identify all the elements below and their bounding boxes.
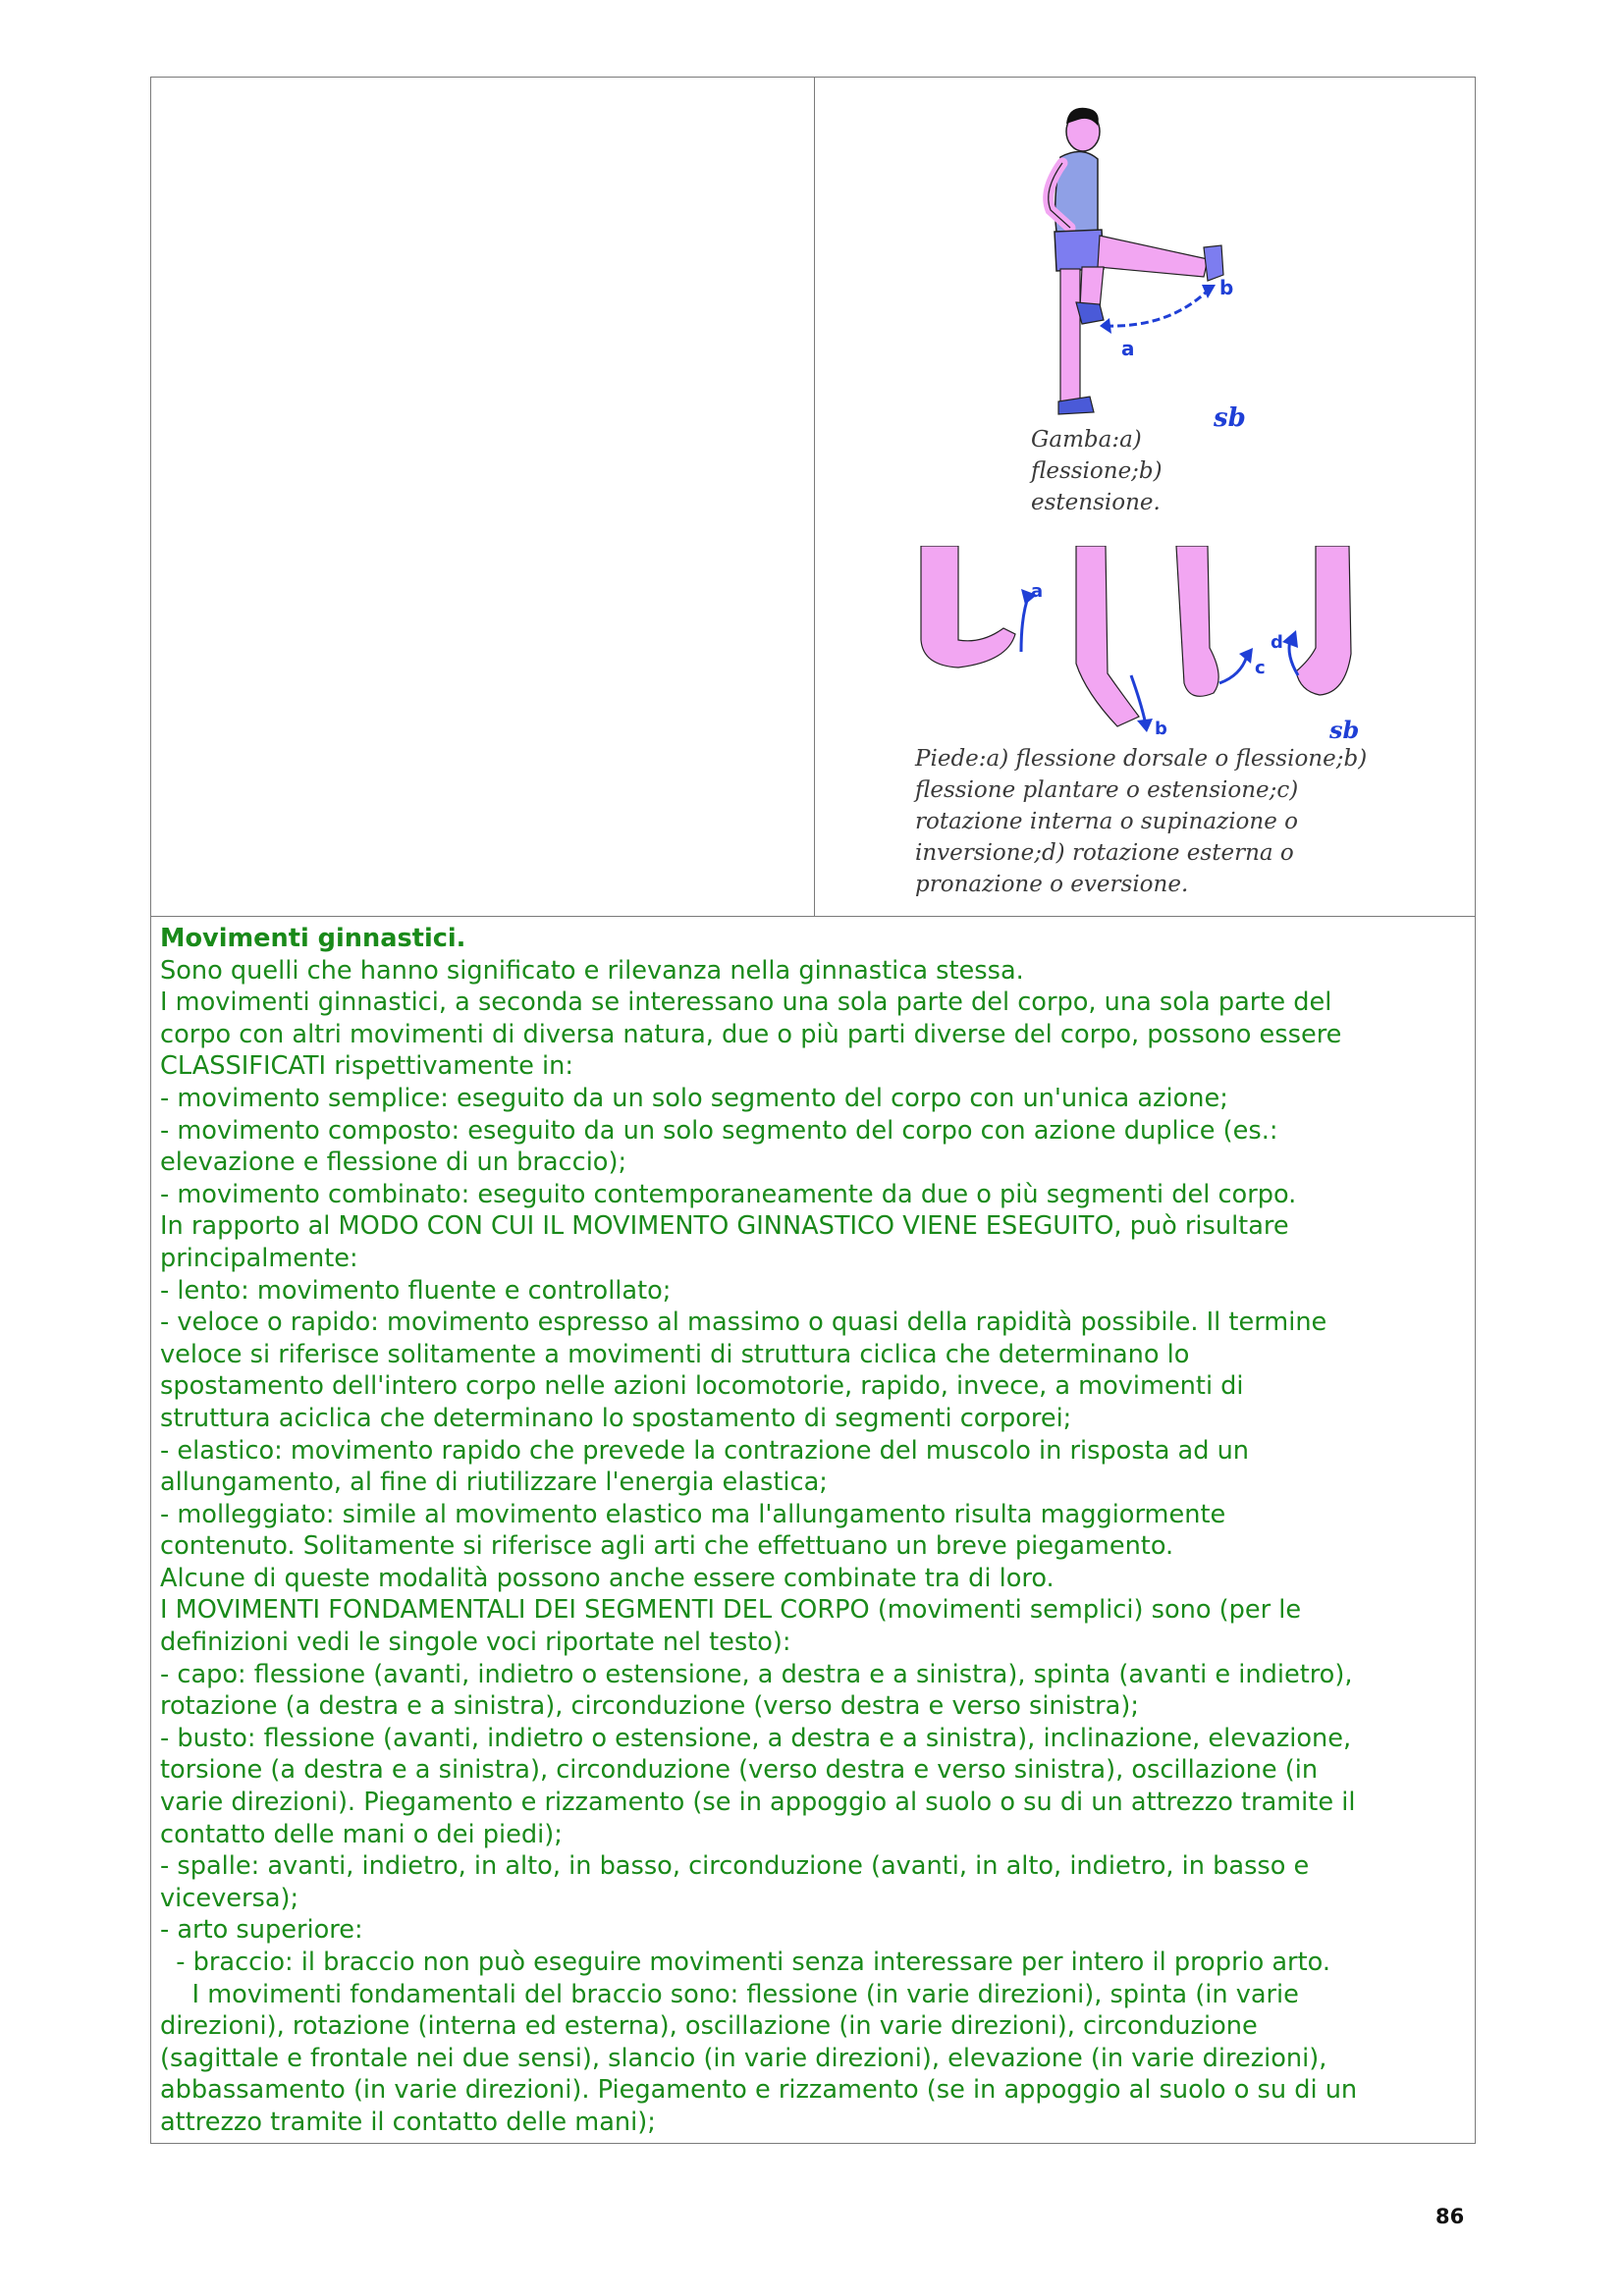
- text-line: elevazione e flessione di un braccio);: [160, 1148, 627, 1178]
- leg-label-a: a: [1121, 337, 1135, 360]
- text-line: rotazione (a destra e a sinistra), circonduzione (verso destra e verso sinistra);: [160, 1691, 1139, 1722]
- foot-caption-line-1: Piede:a) flessione dorsale o flessione;b): [915, 746, 1368, 772]
- text-line: I MOVIMENTI FONDAMENTALI DEI SEGMENTI DEL CORPO (movimenti semplici) sono (per le: [160, 1595, 1302, 1626]
- empty-cell: [151, 78, 815, 916]
- text-line: In rapporto al MODO CON CUI IL MOVIMENTO GINNASTICO VIENE ESEGUITO, può risultare: [160, 1211, 1289, 1242]
- body-lines: [160, 955, 1471, 2139]
- leg-caption-line-1: Gamba:a): [1031, 427, 1142, 453]
- foot-signature: sb: [1329, 716, 1360, 744]
- text-line: contatto delle mani o dei piedi);: [160, 1819, 563, 1849]
- text-line: I movimenti ginnastici, a seconda se interessano una sola parte del corpo, una sola parte del: [160, 988, 1332, 1018]
- text-line: corpo con altri movimenti di diversa natura, due o più parti diverse del corpo, possono essere: [160, 1019, 1342, 1049]
- text-line: - veloce o rapido: movimento espresso al massimo o quasi della rapidità possibile. Il termine: [160, 1308, 1327, 1338]
- text-line: - busto: flessione (avanti, indietro o estensione, a destra e a sinistra), inclinazione, elevazione,: [160, 1723, 1352, 1753]
- text-line: direzioni), rotazione (interna ed esterna), oscillazione (in varie direzioni), circonduzione: [160, 2011, 1258, 2042]
- foot-caption-line-4: inversione;d) rotazione esterna o: [915, 840, 1294, 866]
- text-line: viceversa);: [160, 1883, 299, 1913]
- text-line: - movimento composto: eseguito da un solo segmento del corpo con azione duplice (es.:: [160, 1115, 1278, 1146]
- leg-caption-line-2: flessione;b): [1031, 458, 1163, 484]
- foot-label-b: b: [1155, 719, 1167, 739]
- foot-movement-figure: [913, 546, 1371, 746]
- leg-signature: sb: [1214, 403, 1246, 432]
- foot-caption-line-3: rotazione interna o supinazione o: [915, 809, 1298, 834]
- text-line: - molleggiato: simile al movimento elastico ma l'allungamento risulta maggiormente: [160, 1499, 1226, 1529]
- text-line: - arto superiore:: [160, 1915, 363, 1946]
- text-line: definizioni vedi le singole voci riportate nel testo):: [160, 1628, 791, 1658]
- text-line: spostamento dell'intero corpo nelle azioni locomotorie, rapido, invece, a movimenti di: [160, 1371, 1244, 1402]
- leg-movement-figure: [1021, 102, 1267, 432]
- text-line: attrezzo tramite il contatto delle mani);: [160, 2107, 656, 2137]
- foot-caption-line-5: pronazione o eversione.: [915, 872, 1189, 897]
- foot-caption: [915, 743, 1396, 900]
- text-line: struttura aciclica che determinano lo spostamento di segmenti corporei;: [160, 1403, 1072, 1433]
- section-heading: Movimenti ginnastici.: [160, 924, 466, 953]
- foot-label-a: a: [1031, 581, 1044, 602]
- text-line: I movimenti fondamentali del braccio sono: flessione (in varie direzioni), spinta (in varie: [160, 1979, 1299, 2009]
- text-line: - braccio: il braccio non può eseguire movimenti senza interessare per intero il proprio arto.: [160, 1948, 1330, 1977]
- text-line: Sono quelli che hanno significato e rilevanza nella ginnastica stessa.: [160, 955, 1024, 986]
- text-line: principalmente:: [160, 1243, 358, 1273]
- text-line: - spalle: avanti, indietro, in alto, in basso, circonduzione (avanti, in alto, indietro, in basso e: [160, 1851, 1310, 1882]
- foot-label-d: d: [1271, 632, 1283, 653]
- leg-caption-line-3: estensione.: [1031, 490, 1161, 515]
- text-line: CLASSIFICATI rispettivamente in:: [160, 1051, 573, 1082]
- text-line: - movimento combinato: eseguito contemporaneamente da due o più segmenti del corpo.: [160, 1179, 1297, 1209]
- text-line: veloce si riferisce solitamente a movimenti di struttura ciclica che determinano lo: [160, 1339, 1190, 1369]
- text-line: torsione (a destra e a sinistra), circonduzione (verso destra e verso sinistra), oscillazione (in: [160, 1755, 1319, 1786]
- text-line: - lento: movimento fluente e controllato;: [160, 1275, 672, 1306]
- text-line: contenuto. Solitamente si riferisce agli arti che effettuano un breve piegamento.: [160, 1531, 1174, 1562]
- page-number: 86: [1435, 2205, 1465, 2228]
- text-line: allungamento, al fine di riutilizzare l'energia elastica;: [160, 1468, 828, 1498]
- text-line: - elastico: movimento rapido che prevede la contrazione del muscolo in risposta ad un: [160, 1435, 1250, 1466]
- text-line: Alcune di queste modalità possono anche essere combinate tra di loro.: [160, 1563, 1055, 1593]
- foot-label-c: c: [1255, 658, 1266, 678]
- leg-label-b: b: [1219, 276, 1234, 299]
- text-line: - movimento semplice: eseguito da un solo segmento del corpo con un'unica azione;: [160, 1083, 1228, 1113]
- text-line: abbassamento (in varie direzioni). Piegamento e rizzamento (se in appoggio al suolo o su di un: [160, 2075, 1358, 2106]
- text-line: - capo: flessione (avanti, indietro o estensione, a destra e a sinistra), spinta (avanti e indietro),: [160, 1659, 1353, 1689]
- text-line: varie direzioni). Piegamento e rizzamento (se in appoggio al suolo o su di un attrezzo tramite il: [160, 1788, 1356, 1818]
- leg-caption: [1031, 424, 1188, 518]
- text-line: (sagittale e frontale nei due sensi), slancio (in varie direzioni), elevazione (in varie direzioni),: [160, 2043, 1327, 2073]
- body-text: [160, 923, 1471, 2139]
- foot-caption-line-2: flessione plantare o estensione;c): [915, 777, 1299, 803]
